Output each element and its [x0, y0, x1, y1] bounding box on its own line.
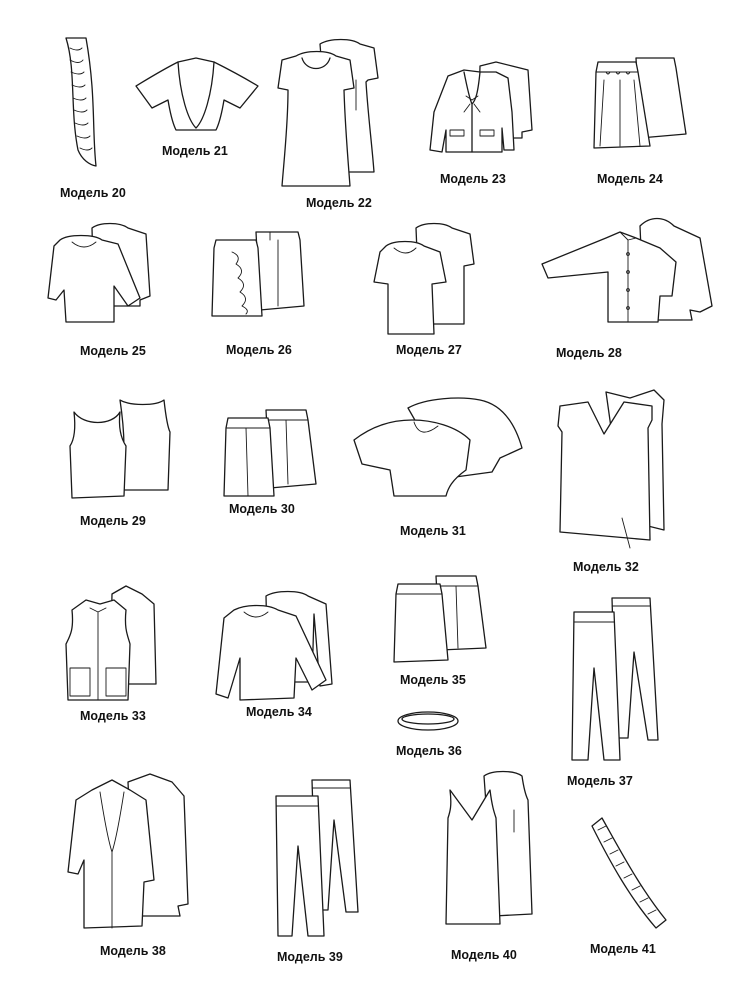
model-23-jacket-sketch: [430, 62, 532, 152]
model-36-headband-sketch: [398, 712, 458, 730]
caption-model-24: Модель 24: [597, 172, 663, 186]
caption-model-27: Модель 27: [396, 343, 462, 357]
caption-model-23: Модель 23: [440, 172, 506, 186]
caption-model-21: Модель 21: [162, 144, 228, 158]
caption-model-22: Модель 22: [306, 196, 372, 210]
model-29-tank-sketch: [70, 400, 170, 498]
model-20-scarf-sketch: [66, 38, 96, 166]
caption-model-28: Модель 28: [556, 346, 622, 360]
caption-model-26: Модель 26: [226, 343, 292, 357]
model-22-dress-sketch: [278, 40, 378, 187]
caption-model-33: Модель 33: [80, 709, 146, 723]
caption-model-39: Модель 39: [277, 950, 343, 964]
model-33-vest-sketch: [66, 586, 156, 700]
caption-model-20: Модель 20: [60, 186, 126, 200]
caption-model-32: Модель 32: [573, 560, 639, 574]
model-24-skirt-sketch: [594, 58, 686, 148]
caption-model-34: Модель 34: [246, 705, 312, 719]
model-38-coat-sketch: [68, 774, 188, 928]
model-31-batwing-sketch: [354, 398, 522, 496]
model-28-blouse-sketch: [542, 219, 712, 323]
model-21-bolero-sketch: [136, 58, 258, 130]
caption-model-38: Модель 38: [100, 944, 166, 958]
caption-model-30: Модель 30: [229, 502, 295, 516]
caption-model-36: Модель 36: [396, 744, 462, 758]
caption-model-35: Модель 35: [400, 673, 466, 687]
caption-model-31: Модель 31: [400, 524, 466, 538]
model-35-skirt-sketch: [394, 576, 486, 662]
caption-model-37: Модель 37: [567, 774, 633, 788]
caption-model-40: Модель 40: [451, 948, 517, 962]
model-37-trousers-sketch: [572, 598, 658, 760]
caption-model-41: Модель 41: [590, 942, 656, 956]
caption-model-25: Модель 25: [80, 344, 146, 358]
model-30-skirt-sketch: [224, 410, 316, 496]
model-40-dress-sketch: [446, 772, 532, 925]
model-25-top-sketch: [48, 224, 150, 323]
model-27-tshirt-sketch: [374, 224, 474, 335]
model-26-skirt-sketch: [212, 232, 304, 316]
model-41-scarf-sketch: [592, 818, 666, 928]
model-39-trousers-sketch: [276, 780, 358, 936]
caption-model-29: Модель 29: [80, 514, 146, 528]
model-34-longsleeve-sketch: [216, 592, 332, 701]
model-32-tunic-sketch: [558, 390, 664, 548]
